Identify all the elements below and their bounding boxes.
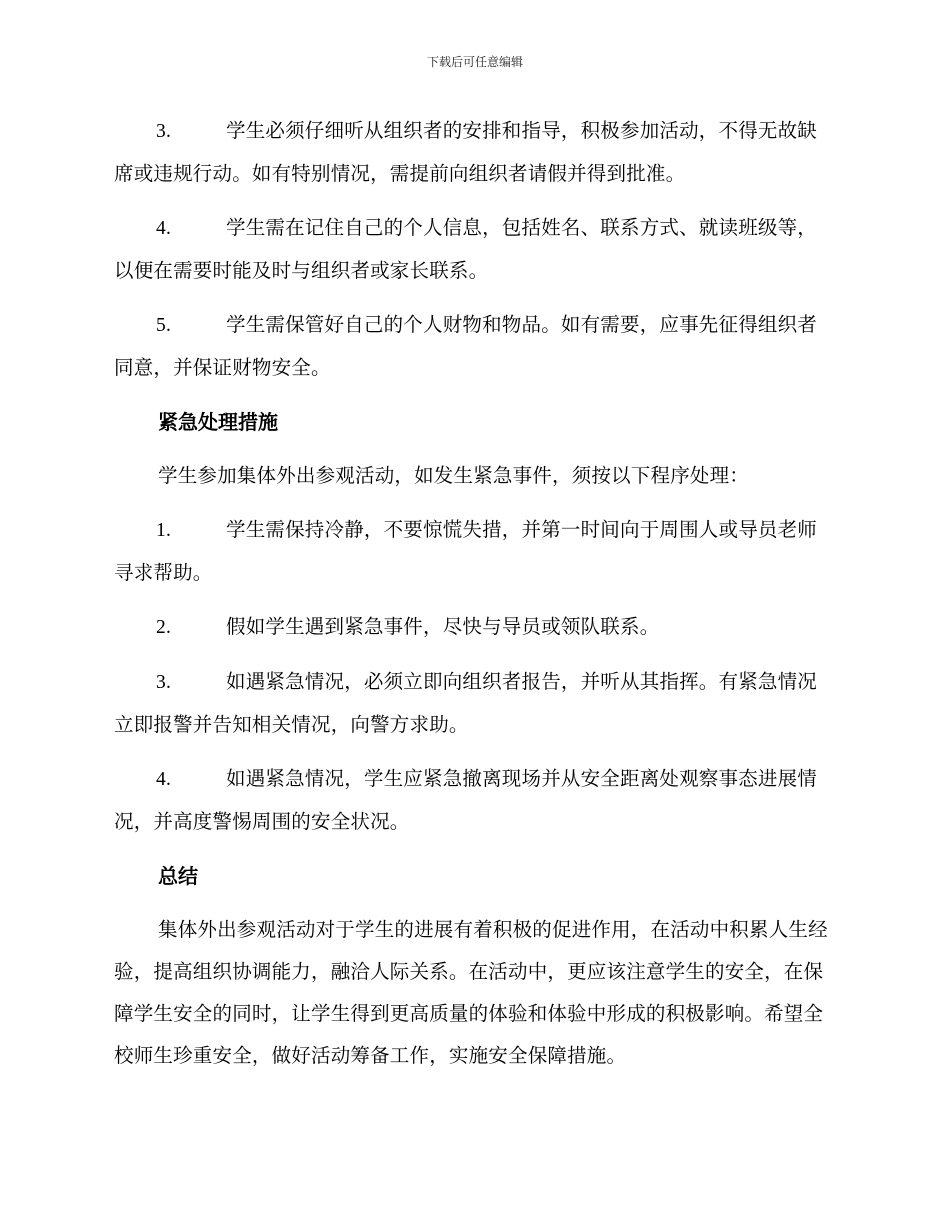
list-item xyxy=(114,110,830,195)
item-number: 4. xyxy=(156,218,172,239)
list-item xyxy=(114,758,830,843)
summary-paragraph: 集体外出参观活动对于学生的进展有着积极的促进作用，在活动中积累人生经验，提高组织协调能力，融洽人际关系。在活动中，更应该注意学生的安全，在保障学生安全的同时，让学生得到更高质量的体验和体验中形成的积极影响。希望全校师生珍重安全，做好活动筹备工作，实施安全保障措施。 xyxy=(114,918,828,1067)
item-number: 2. xyxy=(156,617,172,638)
item-number: 4. xyxy=(156,769,172,790)
list-item xyxy=(114,207,830,292)
document-body xyxy=(114,110,830,1089)
page-header: 下载后可任意编辑 xyxy=(426,55,523,69)
item-number: 3. xyxy=(156,672,172,693)
item-number: 3. xyxy=(156,121,172,142)
emergency-intro: 学生参加集体外出参观活动，如发生紧急事件，须按以下程序处理： xyxy=(158,464,750,487)
item-text: 假如学生遇到紧急事件，尽快与导员或领队联系。 xyxy=(226,615,660,638)
item-text: 学生必须仔细听从组织者的安排和指导，积极参加活动，不得无故缺席或违规行动。如有特别情况，需提前向组织者请假并得到批准。 xyxy=(114,119,818,185)
list-item xyxy=(114,509,830,594)
item-text: 如遇紧急情况，学生应紧急撤离现场并从安全距离处观察事态进展情况，并高度警惕周围的安全状况。 xyxy=(114,767,818,833)
item-text: 如遇紧急情况，必须立即向组织者报告，并听从其指挥。有紧急情况立即报警并告知相关情况，向警方求助。 xyxy=(114,670,818,736)
section-heading-emergency: 紧急处理措施 xyxy=(158,410,278,434)
item-text: 学生需保管好自己的个人财物和物品。如有需要，应事先征得组织者同意，并保证财物安全。 xyxy=(114,313,818,379)
section-heading-summary: 总结 xyxy=(158,864,198,888)
item-number: 5. xyxy=(156,315,172,336)
item-text: 学生需保持冷静，不要惊慌失措，并第一时间向于周围人或导员老师寻求帮助。 xyxy=(114,518,818,584)
item-number: 1. xyxy=(156,520,172,541)
list-item xyxy=(114,606,830,649)
list-item xyxy=(114,304,830,389)
item-text: 学生需在记住自己的个人信息，包括姓名、联系方式、就读班级等，以便在需要时能及时与组织者或家长联系。 xyxy=(114,216,818,282)
list-item xyxy=(114,661,830,746)
